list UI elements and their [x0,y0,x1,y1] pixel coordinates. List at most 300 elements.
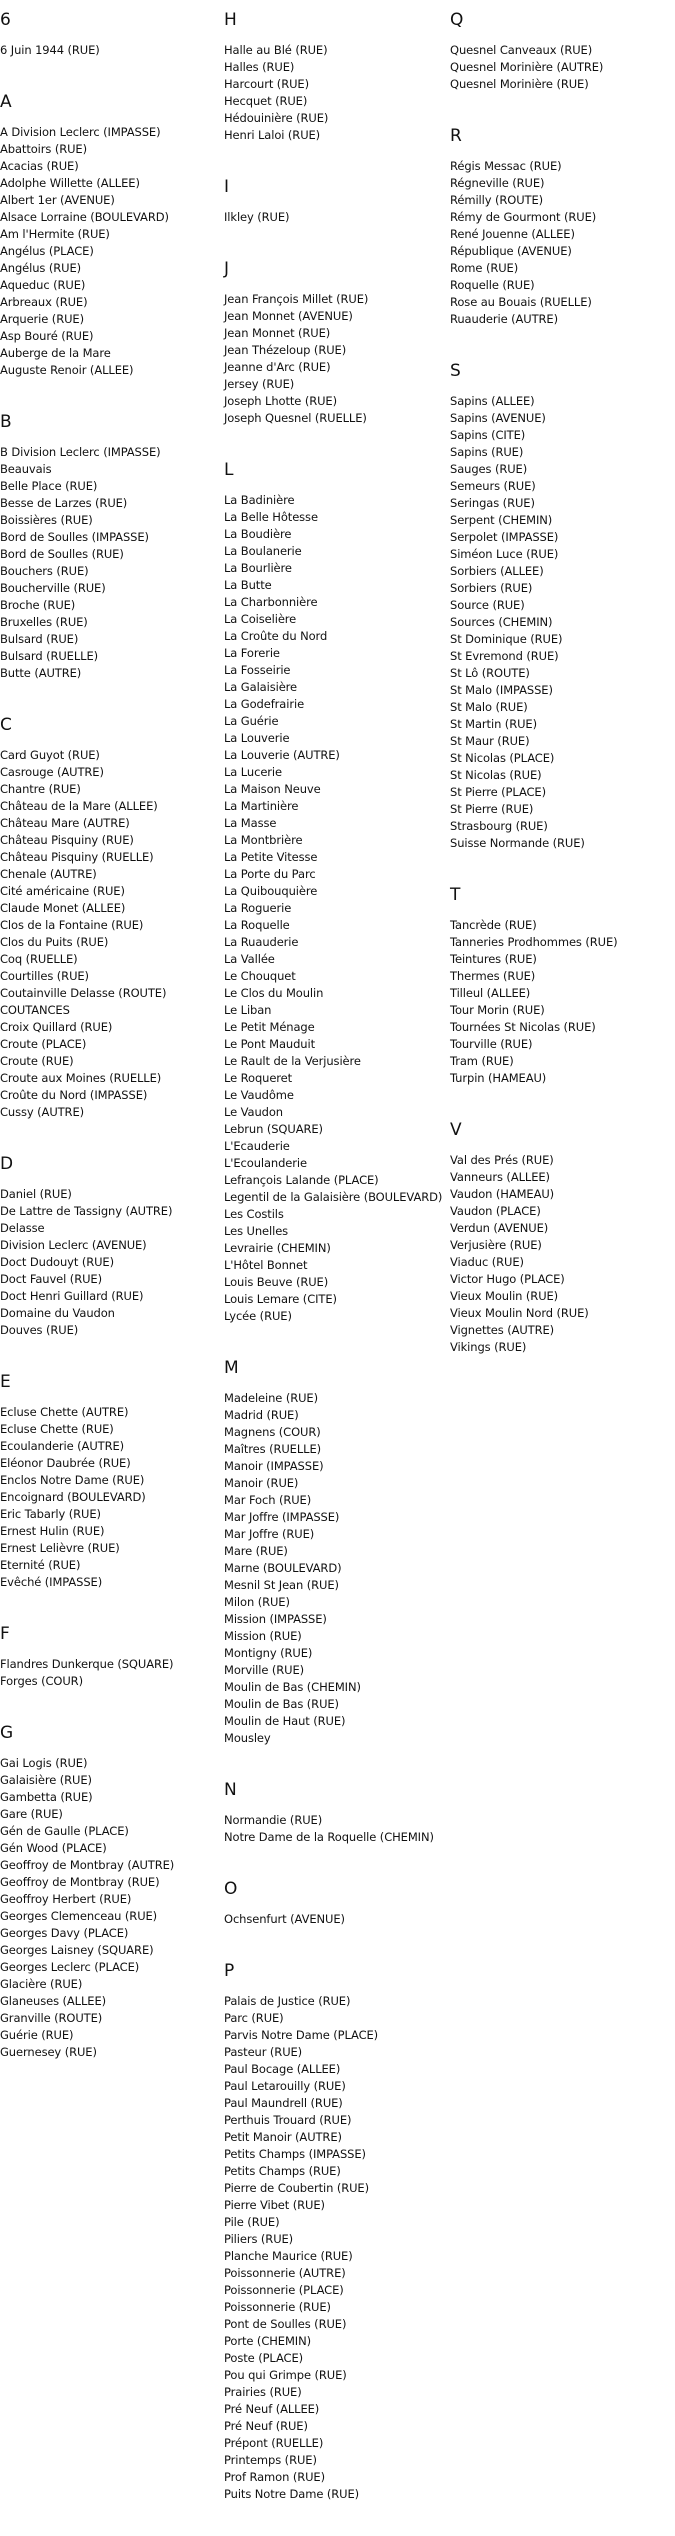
street-entry: Jeanne d'Arc (RUE) [224,360,331,374]
street-entry: Geoffroy de Montbray (AUTRE) [0,1858,175,1872]
street-entry: Pasteur (RUE) [224,2045,303,2059]
street-entry: Vieux Moulin Nord (RUE) [450,1306,589,1320]
street-entry: Ecoulanderie (AUTRE) [0,1439,125,1453]
section-letter-heading: E [0,1372,11,1392]
street-entry: Bulsard (RUE) [0,632,79,646]
street-entry: Piliers (RUE) [224,2232,294,2246]
street-entry: Manoir (RUE) [224,1476,299,1490]
street-entry: Gén Wood (PLACE) [0,1841,107,1855]
street-entry: Seringas (RUE) [450,496,535,510]
street-entry: Ochsenfurt (AVENUE) [224,1912,345,1926]
street-entry: Doct Henri Guillard (RUE) [0,1289,144,1303]
street-entry: Paul Letarouilly (RUE) [224,2079,346,2093]
street-entry: Sorbiers (RUE) [450,581,533,595]
street-entry: Tanneries Prodhommes (RUE) [450,935,618,949]
street-entry: Louis Beuve (RUE) [224,1275,329,1289]
street-entry: Division Leclerc (AVENUE) [0,1238,147,1252]
letter-section [0,92,222,379]
street-entry: La Forerie [224,646,280,660]
street-entry: Jean Thézeloup (RUE) [224,343,347,357]
street-entry: La Godefrairie [224,697,305,711]
street-entry: Manoir (IMPASSE) [224,1459,324,1473]
street-list [450,917,675,1087]
street-entry: Mission (RUE) [224,1629,302,1643]
street-entry: L'Ecoulanderie [224,1156,307,1170]
street-entry: Le Vaudôme [224,1088,294,1102]
street-entry: Rémilly (ROUTE) [450,193,544,207]
street-entry: Régneville (RUE) [450,176,545,190]
street-entry: Quesnel Canveaux (RUE) [450,43,593,57]
street-entry: Sources (CHEMIN) [450,615,553,629]
street-entry: Petit Manoir (AUTRE) [224,2130,342,2144]
section-letter-heading: N [224,1780,237,1800]
street-entry: Les Unelles [224,1224,289,1238]
letter-section [224,460,448,1325]
street-entry: Adolphe Willette (ALLEE) [0,176,140,190]
street-entry: Pou qui Grimpe (RUE) [224,2368,347,2382]
street-entry: L'Hôtel Bonnet [224,1258,308,1272]
street-entry: Enclos Notre Dame (RUE) [0,1473,145,1487]
street-entry: L'Ecauderie [224,1139,290,1153]
street-entry: Aqueduc (RUE) [0,278,86,292]
street-entry: Coutainville Delasse (ROUTE) [0,986,167,1000]
street-entry: Bord de Soulles (RUE) [0,547,124,561]
street-list [224,42,448,144]
letter-section [0,1723,222,2061]
street-entry: Georges Leclerc (PLACE) [0,1960,140,1974]
street-entry: Mar Foch (RUE) [224,1493,312,1507]
street-entry: Mar Joffre (RUE) [224,1527,315,1541]
street-entry: Source (RUE) [450,598,525,612]
street-list [0,42,222,59]
street-entry: Jean Monnet (AVENUE) [224,309,353,323]
street-entry: Chantre (RUE) [0,782,81,796]
street-entry: Semeurs (RUE) [450,479,536,493]
street-entry: Coq (RUELLE) [0,952,78,966]
street-entry: Porte (CHEMIN) [224,2334,311,2348]
street-entry: Arquerie (RUE) [0,312,84,326]
street-list [450,158,675,328]
street-entry: La Boulanerie [224,544,302,558]
street-list [450,393,675,852]
street-list [224,1993,448,2503]
street-entry: Ecluse Chette (AUTRE) [0,1405,129,1419]
street-entry: Glaneuses (ALLEE) [0,1994,107,2008]
street-entry: La Vallée [224,952,275,966]
street-list [0,747,222,1121]
street-entry: Printemps (RUE) [224,2453,317,2467]
street-entry: Gai Logis (RUE) [0,1756,88,1770]
street-entry: Auberge de la Mare [0,346,111,360]
street-list [0,1404,222,1591]
street-entry: Normandie (RUE) [224,1813,323,1827]
street-entry: Clos de la Fontaine (RUE) [0,918,144,932]
street-entry: Pont de Soulles (RUE) [224,2317,347,2331]
street-entry: Joseph Lhotte (RUE) [224,394,337,408]
street-entry: Victor Hugo (PLACE) [450,1272,565,1286]
street-entry: Morville (RUE) [224,1663,305,1677]
letter-section [224,1358,448,1747]
letter-section [0,10,222,59]
street-entry: Doct Dudouyt (RUE) [0,1255,114,1269]
street-entry: Angélus (RUE) [0,261,82,275]
street-entry: Acacias (RUE) [0,159,79,173]
street-entry: La Quibouquière [224,884,318,898]
street-entry: Parvis Notre Dame (PLACE) [224,2028,379,2042]
letter-section [224,10,448,144]
letter-section [0,715,222,1121]
letter-section [0,412,222,682]
street-entry: La Petite Vitesse [224,850,318,864]
street-entry: Poissonnerie (RUE) [224,2300,331,2314]
street-entry: Tram (RUE) [450,1054,514,1068]
street-entry: Val des Prés (RUE) [450,1153,554,1167]
street-entry: Tournées St Nicolas (RUE) [450,1020,596,1034]
street-entry: Maîtres (RUELLE) [224,1442,321,1456]
street-entry: La Montbrière [224,833,303,847]
street-entry: Vikings (RUE) [450,1340,527,1354]
index-column-3 [450,10,675,1389]
street-list [224,291,448,427]
street-entry: Viaduc (RUE) [450,1255,524,1269]
street-entry: Levrairie (CHEMIN) [224,1241,331,1255]
street-entry: Lefrançois Lalande (PLACE) [224,1173,379,1187]
section-letter-heading: A [0,92,12,112]
letter-section [224,259,448,427]
street-entry: Moulin de Bas (RUE) [224,1697,339,1711]
street-entry: Ernest Hulin (RUE) [0,1524,105,1538]
street-entry: Croute aux Moines (RUELLE) [0,1071,162,1085]
section-letter-heading: Q [450,10,464,30]
street-entry: Sapins (ALLEE) [450,394,535,408]
street-entry: Broche (RUE) [0,598,76,612]
letter-section [450,10,675,93]
street-entry: Albert 1er (AVENUE) [0,193,115,207]
section-letter-heading: 6 [0,10,11,30]
letter-section [224,1780,448,1846]
street-list [0,1186,222,1339]
street-entry: Claude Monet (ALLEE) [0,901,126,915]
street-entry: Poste (PLACE) [224,2351,304,2365]
street-entry: Palais de Justice (RUE) [224,1994,351,2008]
street-list [0,124,222,379]
section-letter-heading: M [224,1358,239,1378]
street-entry: Pré Neuf (RUE) [224,2419,308,2433]
street-entry: Tourville (RUE) [450,1037,533,1051]
street-entry: La Coiselière [224,612,297,626]
street-entry: Serpent (CHEMIN) [450,513,553,527]
street-entry: Prof Ramon (RUE) [224,2470,325,2484]
street-entry: Strasbourg (RUE) [450,819,548,833]
street-entry: Henri Laloi (RUE) [224,128,321,142]
street-entry: St Evremond (RUE) [450,649,559,663]
street-entry: Daniel (RUE) [0,1187,72,1201]
street-list [0,1755,222,2061]
street-entry: Mare (RUE) [224,1544,288,1558]
street-entry: Arbreaux (RUE) [0,295,88,309]
street-entry: Poissonnerie (PLACE) [224,2283,344,2297]
section-letter-heading: B [0,412,12,432]
street-entry: Domaine du Vaudon [0,1306,115,1320]
street-entry: Château de la Mare (ALLEE) [0,799,158,813]
street-entry: Château Pisquiny (RUE) [0,833,134,847]
street-entry: Milon (RUE) [224,1595,290,1609]
street-entry: La Galaisière [224,680,298,694]
street-entry: Madrid (RUE) [224,1408,299,1422]
street-entry: Joseph Quesnel (RUELLE) [224,411,367,425]
street-entry: Madeleine (RUE) [224,1391,318,1405]
street-entry: Louis Lemare (CITE) [224,1292,337,1306]
street-entry: Ernest Lelièvre (RUE) [0,1541,120,1555]
street-entry: B Division Leclerc (IMPASSE) [0,445,161,459]
street-entry: Harcourt (RUE) [224,77,309,91]
street-entry: Bulsard (RUELLE) [0,649,99,663]
street-entry: Hédouinière (RUE) [224,111,329,125]
street-entry: Georges Clemenceau (RUE) [0,1909,158,1923]
street-entry: Clos du Puits (RUE) [0,935,109,949]
section-letter-heading: I [224,177,230,197]
street-entry: Ilkley (RUE) [224,210,290,224]
street-entry: Sorbiers (ALLEE) [450,564,544,578]
street-entry: Château Pisquiny (RUELLE) [0,850,154,864]
street-entry: La Bourlière [224,561,292,575]
street-entry: Le Roqueret [224,1071,293,1085]
street-entry: Alsace Lorraine (BOULEVARD) [0,210,169,224]
street-entry: La Roquelle [224,918,290,932]
street-entry: Notre Dame de la Roquelle (CHEMIN) [224,1830,434,1844]
street-entry: La Croûte du Nord [224,629,328,643]
section-letter-heading: J [224,259,230,279]
street-entry: A Division Leclerc (IMPASSE) [0,125,161,139]
street-entry: Abattoirs (RUE) [0,142,87,156]
street-entry: Sapins (AVENUE) [450,411,546,425]
section-letter-heading: G [0,1723,14,1743]
street-entry: Geoffroy de Montbray (RUE) [0,1875,160,1889]
street-entry: Lebrun (SQUARE) [224,1122,323,1136]
street-entry: Jersey (RUE) [224,377,295,391]
section-letter-heading: F [0,1624,10,1644]
street-entry: La Roguerie [224,901,292,915]
street-entry: Poissonnerie (AUTRE) [224,2266,346,2280]
street-entry: Château Mare (AUTRE) [0,816,130,830]
street-entry: Flandres Dunkerque (SQUARE) [0,1657,174,1671]
street-entry: La Butte [224,578,272,592]
street-entry: La Guérie [224,714,279,728]
street-entry: Sauges (RUE) [450,462,528,476]
street-entry: Le Rault de la Verjusière [224,1054,361,1068]
street-entry: Croute (PLACE) [0,1037,87,1051]
street-list [224,492,448,1325]
street-entry: St Nicolas (PLACE) [450,751,555,765]
street-entry: Besse de Larzes (RUE) [0,496,128,510]
section-letter-heading: S [450,361,461,381]
letter-section [450,361,675,852]
street-entry: St Pierre (RUE) [450,802,534,816]
street-entry: Halles (RUE) [224,60,295,74]
street-entry: Tilleul (ALLEE) [450,986,531,1000]
section-letter-heading: O [224,1879,238,1899]
section-letter-heading: T [450,885,461,905]
street-entry: La Ruauderie [224,935,299,949]
street-entry: Pierre Vibet (RUE) [224,2198,325,2212]
letter-section [450,126,675,328]
street-entry: Gambetta (RUE) [0,1790,93,1804]
street-entry: Pile (RUE) [224,2215,280,2229]
street-entry: Legentil de la Galaisière (BOULEVARD) [224,1190,443,1204]
street-list [224,209,448,226]
street-entry: Le Petit Ménage [224,1020,315,1034]
street-entry: Jean Monnet (RUE) [224,326,331,340]
street-entry: Belle Place (RUE) [0,479,98,493]
street-entry: Auguste Renoir (ALLEE) [0,363,134,377]
street-entry: Georges Davy (PLACE) [0,1926,129,1940]
street-entry: St Maur (RUE) [450,734,530,748]
street-list [450,1152,675,1356]
street-entry: Hecquet (RUE) [224,94,308,108]
street-entry: Forges (COUR) [0,1674,83,1688]
street-entry: La Louverie [224,731,290,745]
street-entry: Turpin (HAMEAU) [450,1071,547,1085]
street-entry: Marne (BOULEVARD) [224,1561,342,1575]
street-entry: Glacière (RUE) [0,1977,83,1991]
street-entry: Mousley [224,1731,271,1745]
street-entry: Douves (RUE) [0,1323,79,1337]
street-entry: Angélus (PLACE) [0,244,94,258]
street-entry: Mesnil St Jean (RUE) [224,1578,339,1592]
street-entry: Le Pont Mauduit [224,1037,315,1051]
street-list [224,1390,448,1747]
street-entry: Teintures (RUE) [450,952,537,966]
street-entry: Rome (RUE) [450,261,519,275]
street-entry: Encoignard (BOULEVARD) [0,1490,146,1504]
street-entry: COUTANCES [0,1003,70,1017]
index-column-2 [224,10,448,2536]
street-list [224,1812,448,1846]
street-entry: Croute (RUE) [0,1054,74,1068]
street-entry: Petits Champs (RUE) [224,2164,341,2178]
street-entry: Sapins (CITE) [450,428,526,442]
street-entry: Rose au Bouais (RUELLE) [450,295,592,309]
street-entry: Guérie (RUE) [0,2028,74,2042]
street-entry: Quesnel Morinière (RUE) [450,77,589,91]
street-entry: Paul Maundrell (RUE) [224,2096,343,2110]
street-entry: La Martinière [224,799,299,813]
street-entry: Le Liban [224,1003,272,1017]
street-entry: Granville (ROUTE) [0,2011,103,2025]
street-entry: Asp Bouré (RUE) [0,329,94,343]
section-letter-heading: R [450,126,462,146]
street-entry: La Masse [224,816,277,830]
street-entry: Doct Fauvel (RUE) [0,1272,102,1286]
street-entry: 6 Juin 1944 (RUE) [0,43,100,57]
street-entry: Chenale (AUTRE) [0,867,97,881]
street-entry: Planche Maurice (RUE) [224,2249,353,2263]
street-entry: Eléonor Daubrée (RUE) [0,1456,131,1470]
street-entry: Régis Messac (RUE) [450,159,562,173]
street-entry: La Belle Hôtesse [224,510,318,524]
street-entry: Moulin de Haut (RUE) [224,1714,346,1728]
street-entry: Verdun (AVENUE) [450,1221,549,1235]
letter-section [0,1624,222,1690]
street-entry: Halle au Blé (RUE) [224,43,328,57]
street-entry: Am l'Hermite (RUE) [0,227,110,241]
street-list [0,1656,222,1690]
street-entry: Croûte du Nord (IMPASSE) [0,1088,148,1102]
street-entry: Tancrède (RUE) [450,918,537,932]
street-entry: La Lucerie [224,765,282,779]
street-entry: Vaudon (PLACE) [450,1204,541,1218]
street-entry: Gén de Gaulle (PLACE) [0,1824,129,1838]
street-entry: Siméon Luce (RUE) [450,547,559,561]
street-entry: La Badinière [224,493,295,507]
street-entry: Eric Tabarly (RUE) [0,1507,101,1521]
letter-section [0,1154,222,1339]
street-entry: Montigny (RUE) [224,1646,313,1660]
street-entry: Vaudon (HAMEAU) [450,1187,555,1201]
street-list [0,444,222,682]
street-entry: Thermes (RUE) [450,969,536,983]
letter-section [224,1961,448,2503]
street-entry: Serpolet (IMPASSE) [450,530,559,544]
street-entry: La Charbonnière [224,595,318,609]
street-entry: La Porte du Parc [224,867,316,881]
street-entry: Courtilles (RUE) [0,969,89,983]
street-entry: Bord de Soulles (IMPASSE) [0,530,149,544]
street-entry: Cussy (AUTRE) [0,1105,85,1119]
street-entry: Le Chouquet [224,969,296,983]
street-entry: Roquelle (RUE) [450,278,535,292]
street-entry: République (AVENUE) [450,244,572,258]
street-entry: Georges Laisney (SQUARE) [0,1943,154,1957]
letter-section [450,1120,675,1356]
street-entry: Verjusière (RUE) [450,1238,542,1252]
street-entry: Guernesey (RUE) [0,2045,97,2059]
section-letter-heading: H [224,10,237,30]
street-entry: Mission (IMPASSE) [224,1612,327,1626]
street-entry: La Boudière [224,527,292,541]
street-entry: Delasse [0,1221,45,1235]
street-entry: Le Vaudon [224,1105,283,1119]
street-entry: Tour Morin (RUE) [450,1003,545,1017]
street-entry: Geoffroy Herbert (RUE) [0,1892,132,1906]
street-entry: Ecluse Chette (RUE) [0,1422,114,1436]
street-entry: Pierre de Coubertin (RUE) [224,2181,369,2195]
street-entry: St Martin (RUE) [450,717,537,731]
street-entry: Prairies (RUE) [224,2385,302,2399]
street-entry: St Pierre (PLACE) [450,785,546,799]
street-entry: Petits Champs (IMPASSE) [224,2147,366,2161]
street-entry: Boissières (RUE) [0,513,93,527]
street-entry: La Maison Neuve [224,782,321,796]
section-letter-heading: D [0,1154,14,1174]
street-list [224,1911,448,1928]
section-letter-heading: L [224,460,234,480]
street-entry: Gare (RUE) [0,1807,63,1821]
street-entry: St Dominique (RUE) [450,632,563,646]
street-entry: Boucherville (RUE) [0,581,106,595]
street-entry: Puits Notre Dame (RUE) [224,2487,360,2501]
street-entry: Pré Neuf (ALLEE) [224,2402,320,2416]
street-entry: Rémy de Gourmont (RUE) [450,210,597,224]
letter-section [224,1879,448,1928]
street-entry: St Lô (ROUTE) [450,666,530,680]
street-entry: Quesnel Morinière (AUTRE) [450,60,604,74]
street-entry: Bouchers (RUE) [0,564,89,578]
street-entry: Perthuis Trouard (RUE) [224,2113,352,2127]
section-letter-heading: C [0,715,12,735]
letter-section [0,1372,222,1591]
street-entry: Vignettes (AUTRE) [450,1323,555,1337]
